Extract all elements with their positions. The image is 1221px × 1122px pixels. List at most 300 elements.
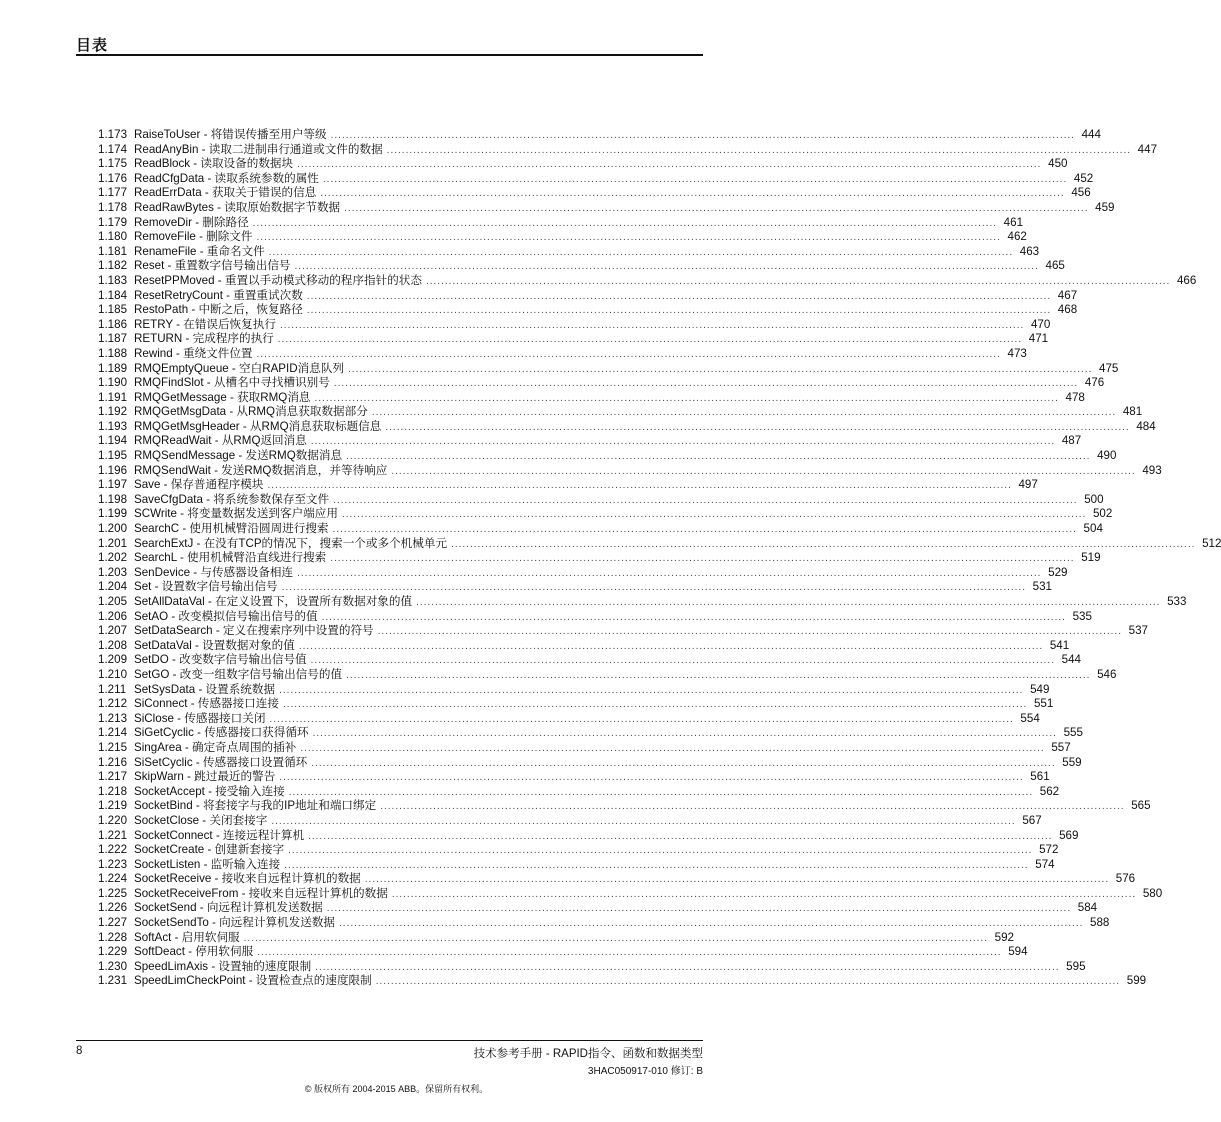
toc-dot-leader [365, 873, 1109, 888]
toc-entry-title[interactable]: Reset - 重置数字信号输出信号 [134, 259, 291, 273]
toc-dot-leader [315, 392, 1059, 407]
toc-entry[interactable] [98, 346, 1027, 362]
toc-entry[interactable] [98, 303, 1078, 318]
toc-dot-leader [271, 815, 1015, 830]
toc-entry-page[interactable]: 592 [994, 930, 1014, 944]
toc-dot-leader [257, 946, 1001, 961]
toc-entry-number: 1.216 [98, 755, 128, 769]
toc-entry-number: 1.225 [98, 886, 128, 900]
toc-dot-leader [295, 260, 1039, 275]
toc-entry-number: 1.215 [98, 740, 128, 754]
toc-entry-number: 1.196 [98, 463, 128, 477]
toc-entry[interactable] [98, 230, 1027, 245]
table-of-contents [98, 128, 1221, 989]
toc-entry[interactable] [98, 332, 1049, 347]
toc-entry-title[interactable]: ResetPPMoved - 重置以手动模式移动的程序指针的状态 [134, 273, 422, 287]
toc-entry-number: 1.204 [98, 580, 128, 594]
toc-entry-page[interactable]: 580 [1142, 886, 1163, 900]
toc-entry-page[interactable]: 497 [1018, 478, 1038, 492]
toc-entry[interactable] [98, 813, 1042, 829]
toc-entry-number: 1.176 [98, 171, 128, 185]
toc-dot-leader [282, 581, 1026, 596]
toc-entry-number: 1.224 [98, 872, 128, 886]
toc-entry[interactable] [98, 288, 1078, 304]
toc-entry-page[interactable]: 599 [1126, 974, 1147, 988]
toc-entry-title[interactable]: RestoPath - 中断之后，恢复路径 [134, 303, 303, 317]
toc-entry-title[interactable]: SetAO - 改变模拟信号输出信号的值 [134, 609, 318, 623]
toc-entry-page[interactable]: 512 [1202, 536, 1221, 550]
toc-entry-number: 1.198 [98, 492, 128, 506]
toc-entry-page[interactable]: 574 [1035, 857, 1055, 871]
toc-entry-title[interactable]: SocketReceive - 接收来自远程计算机的数据 [134, 872, 361, 886]
toc-entry-number: 1.218 [98, 784, 128, 798]
toc-entry-number: 1.203 [98, 565, 128, 579]
toc-entry-number: 1.191 [98, 390, 128, 404]
toc-entry-page[interactable]: 456 [1071, 186, 1091, 200]
toc-entry-page[interactable]: 452 [1073, 171, 1094, 185]
toc-entry-title[interactable]: SoftDeact - 停用软伺服 [134, 945, 254, 959]
toc-entry[interactable] [98, 799, 1151, 814]
toc-dot-leader [339, 917, 1083, 932]
toc-entry-title[interactable]: ResetRetryCount - 重置重试次数 [134, 288, 303, 302]
toc-entry[interactable] [98, 463, 1162, 479]
toc-entry-page[interactable]: 504 [1083, 522, 1103, 536]
toc-entry[interactable] [98, 405, 1143, 420]
toc-entry[interactable] [98, 492, 1104, 508]
toc-entry-page[interactable]: 470 [1030, 317, 1051, 331]
toc-entry-page[interactable]: 473 [1007, 346, 1027, 360]
toc-entry-page[interactable]: 487 [1061, 434, 1082, 448]
toc-entry-title[interactable]: ReadCfgData - 读取系统参数的属性 [134, 171, 319, 185]
toc-entry[interactable] [98, 128, 1101, 143]
toc-dot-leader [279, 771, 1023, 786]
toc-entry-title[interactable]: SetDataVal - 设置数据对象的值 [134, 638, 295, 652]
toc-entry-page[interactable]: 549 [1030, 682, 1050, 696]
toc-entry-title[interactable]: RETRY - 在错误后恢复执行 [134, 317, 276, 331]
toc-entry-title[interactable]: SpeedLimAxis - 设置轴的速度限制 [134, 959, 312, 973]
toc-dot-leader [333, 494, 1077, 509]
toc-dot-leader [311, 435, 1055, 450]
toc-entry-title[interactable]: SocketSendTo - 向远程计算机发送数据 [134, 916, 336, 930]
toc-entry-number: 1.228 [98, 930, 128, 944]
footer-page-number: 8 [76, 1045, 83, 1057]
toc-entry-number: 1.182 [98, 259, 128, 273]
toc-entry[interactable] [98, 872, 1136, 887]
toc-entry[interactable] [98, 507, 1113, 522]
toc-entry-number: 1.177 [98, 186, 128, 200]
toc-dot-leader [346, 450, 1090, 465]
toc-dot-leader [279, 684, 1023, 699]
toc-entry[interactable] [98, 317, 1051, 333]
toc-entry-title[interactable]: Save - 保存普通程序模块 [134, 478, 264, 492]
toc-dot-leader [330, 552, 1074, 567]
toc-entry-page[interactable]: 502 [1092, 507, 1113, 521]
toc-entry-number: 1.229 [98, 945, 128, 959]
toc-entry-title[interactable]: SocketCreate - 创建新套接字 [134, 843, 285, 857]
toc-entry[interactable] [98, 682, 1050, 698]
toc-dot-leader [392, 888, 1136, 903]
toc-entry-number: 1.211 [98, 682, 127, 696]
toc-entry-title[interactable]: RemoveDir - 删除路径 [134, 215, 249, 229]
toc-entry-page[interactable]: 561 [1030, 770, 1050, 784]
toc-entry-number: 1.181 [98, 244, 128, 258]
toc-entry-number: 1.189 [98, 361, 128, 375]
page-title: 目表 [76, 37, 109, 54]
toc-dot-leader [299, 640, 1043, 655]
toc-entry-page[interactable]: 467 [1057, 288, 1078, 302]
toc-entry[interactable] [98, 157, 1068, 172]
toc-entry-title[interactable]: SetGO - 改变一组数字信号输出信号的值 [134, 667, 343, 681]
toc-entry-title[interactable]: SkipWarn - 跳过最近的警告 [134, 770, 276, 784]
toc-entry-number: 1.187 [98, 332, 128, 346]
toc-entry-page[interactable]: 565 [1131, 799, 1151, 813]
toc-dot-leader [267, 479, 1011, 494]
toc-entry[interactable] [98, 901, 1098, 916]
toc-entry-number: 1.201 [98, 536, 128, 550]
toc-entry-page[interactable]: 493 [1142, 463, 1162, 477]
toc-entry[interactable] [98, 200, 1115, 216]
toc-entry-number: 1.200 [98, 522, 128, 536]
toc-dot-leader [385, 421, 1129, 436]
toc-entry[interactable] [98, 653, 1081, 668]
toc-dot-leader [283, 698, 1027, 713]
toc-entry-title[interactable]: SpeedLimCheckPoint - 设置检查点的速度限制 [134, 974, 372, 988]
toc-entry-title[interactable]: SocketClose - 关闭套接字 [134, 813, 268, 827]
toc-dot-leader [315, 961, 1059, 976]
toc-dot-leader [391, 465, 1135, 480]
toc-entry-title[interactable]: SiClose - 传感器接口关闭 [134, 711, 266, 725]
toc-entry-page[interactable]: 468 [1057, 303, 1078, 317]
toc-entry-title[interactable]: SetDataSearch - 定义在搜索序列中设置的符号 [134, 624, 374, 638]
toc-entry-page[interactable]: 555 [1063, 726, 1083, 740]
toc-entry-number: 1.186 [98, 317, 128, 331]
toc-entry-number: 1.175 [98, 157, 128, 171]
toc-entry-number: 1.219 [98, 799, 128, 813]
toc-entry[interactable] [98, 244, 1040, 260]
toc-entry[interactable] [98, 609, 1092, 625]
toc-dot-leader [308, 830, 1052, 845]
toc-dot-leader [311, 757, 1055, 772]
toc-entry-title[interactable]: SetSysData - 设置系统数据 [134, 682, 276, 696]
toc-entry-page[interactable]: 450 [1048, 157, 1068, 171]
toc-entry-number: 1.222 [98, 843, 128, 857]
toc-entry-title[interactable]: RETURN - 完成程序的执行 [134, 332, 274, 346]
toc-entry-number: 1.207 [98, 624, 128, 638]
toc-entry-title[interactable]: RenameFile - 重命名文件 [134, 244, 265, 258]
toc-entry-number: 1.212 [98, 697, 128, 711]
toc-entry-number: 1.174 [98, 142, 128, 156]
toc-dot-leader [257, 231, 1001, 246]
toc-dot-leader [416, 596, 1160, 611]
toc-entry-title[interactable]: RMQSendMessage - 发送RMQ数据消息 [134, 449, 343, 463]
toc-entry-title[interactable]: SocketBind - 将套接字与我的IP地址和端口绑定 [134, 799, 377, 813]
toc-entry-page[interactable]: 572 [1039, 843, 1059, 857]
toc-dot-leader [284, 859, 1028, 874]
toc-entry-title[interactable]: SenDevice - 与传感器设备相连 [134, 565, 294, 579]
toc-entry-number: 1.217 [98, 770, 128, 784]
toc-entry-title[interactable]: SingArea - 确定奇点周围的插补 [134, 740, 297, 754]
toc-entry-page[interactable]: 447 [1137, 142, 1158, 156]
toc-entry[interactable] [98, 551, 1101, 566]
toc-dot-leader [378, 625, 1122, 640]
toc-dot-leader [269, 246, 1013, 261]
toc-entry-number: 1.231 [98, 974, 128, 988]
toc-entry-title[interactable]: ReadAnyBin - 读取二进制串行通道或文件的数据 [134, 142, 383, 156]
toc-entry-title[interactable]: SetAllDataVal - 在定义设置下，设置所有数据对象的值 [134, 595, 413, 608]
toc-entry[interactable] [98, 273, 1197, 289]
toc-entry-page[interactable]: 546 [1097, 667, 1117, 681]
toc-entry[interactable] [98, 478, 1038, 493]
toc-entry-title[interactable]: Set - 设置数字信号输出信号 [134, 580, 278, 594]
toc-entry-number: 1.202 [98, 551, 128, 565]
toc-entry-page[interactable]: 461 [1003, 215, 1024, 229]
toc-entry[interactable] [98, 624, 1148, 639]
toc-dot-leader [311, 654, 1055, 669]
toc-entry[interactable] [98, 843, 1059, 858]
toc-entry-number: 1.223 [98, 857, 128, 871]
toc-entry-page[interactable]: 462 [1007, 230, 1027, 244]
toc-entry-number: 1.197 [98, 478, 128, 492]
toc-entry-page[interactable]: 576 [1115, 872, 1136, 886]
toc-entry[interactable] [98, 930, 1014, 946]
toc-entry[interactable] [98, 580, 1052, 595]
header-divider [76, 54, 703, 56]
toc-entry[interactable] [98, 945, 1028, 960]
toc-dot-leader [348, 363, 1092, 378]
toc-dot-leader [307, 290, 1051, 305]
toc-dot-leader [257, 348, 1001, 363]
toc-entry[interactable] [98, 711, 1040, 727]
toc-entry-number: 1.188 [98, 346, 128, 360]
toc-entry[interactable] [98, 886, 1163, 902]
toc-entry-title[interactable]: SocketSend - 向远程计算机发送数据 [134, 901, 323, 915]
toc-entry-page[interactable]: 475 [1099, 361, 1119, 375]
toc-entry-page[interactable]: 554 [1020, 711, 1040, 725]
toc-entry-title[interactable]: ReadErrData - 获取关于错误的信息 [134, 186, 317, 200]
toc-entry-title[interactable]: SocketConnect - 连接远程计算机 [134, 828, 305, 842]
toc-entry-title[interactable]: RMQGetMsgHeader - 从RMQ消息获取标题信息 [134, 419, 382, 433]
toc-dot-leader [322, 611, 1066, 626]
toc-entry-title[interactable]: RMQGetMessage - 获取RMQ消息 [134, 390, 311, 404]
toc-dot-leader [253, 217, 997, 232]
toc-entry[interactable] [98, 419, 1156, 435]
toc-entry-number: 1.179 [98, 215, 128, 229]
toc-entry[interactable] [98, 638, 1070, 654]
toc-entry-number: 1.221 [98, 828, 128, 842]
toc-dot-leader [323, 173, 1067, 188]
toc-dot-leader [342, 508, 1086, 523]
toc-entry-page[interactable]: 567 [1022, 813, 1042, 827]
toc-entry-number: 1.205 [98, 595, 128, 608]
toc-entry-number: 1.173 [98, 128, 128, 141]
toc-entry[interactable] [98, 755, 1082, 771]
toc-entry-page[interactable]: 500 [1084, 492, 1104, 506]
toc-entry-title[interactable]: RMQGetMsgData - 从RMQ消息获取数据部分 [134, 405, 368, 419]
toc-entry-title[interactable]: SCWrite - 将变量数据发送到客户端应用 [134, 507, 338, 521]
toc-entry-title[interactable]: RMQReadWait - 从RMQ返回消息 [134, 434, 307, 448]
toc-entry-number: 1.206 [98, 609, 128, 623]
toc-dot-leader [289, 786, 1033, 801]
toc-entry-page[interactable]: 463 [1019, 244, 1040, 258]
toc-entry-page[interactable]: 594 [1008, 945, 1028, 959]
toc-dot-leader [451, 538, 1195, 553]
toc-entry-title[interactable]: SocketReceiveFrom - 接收来自远程计算机的数据 [134, 886, 388, 900]
toc-entry-page[interactable]: 595 [1066, 959, 1086, 973]
toc-entry-title[interactable]: SiConnect - 传感器接口连接 [134, 697, 279, 711]
toc-entry[interactable] [98, 259, 1065, 274]
toc-entry[interactable] [98, 828, 1079, 844]
toc-entry[interactable] [98, 565, 1068, 581]
toc-entry-number: 1.227 [98, 916, 128, 930]
toc-dot-leader [372, 406, 1116, 421]
toc-entry-number: 1.193 [98, 419, 128, 433]
toc-dot-leader [278, 333, 1022, 348]
toc-dot-leader [344, 202, 1088, 217]
toc-entry-number: 1.220 [98, 813, 128, 827]
toc-entry[interactable] [98, 784, 1060, 800]
toc-entry-page[interactable]: 541 [1049, 638, 1070, 652]
toc-entry-number: 1.213 [98, 711, 128, 725]
toc-entry-number: 1.195 [98, 449, 128, 463]
toc-entry-title[interactable]: RMQSendWait - 发送RMQ数据消息，并等待响应 [134, 463, 388, 477]
toc-entry-number: 1.226 [98, 901, 128, 915]
toc-entry[interactable] [98, 522, 1103, 537]
toc-entry-title[interactable]: SiGetCyclic - 传感器接口获得循环 [134, 726, 309, 740]
toc-entry-page[interactable]: 459 [1095, 200, 1115, 214]
toc-entry-page[interactable]: 562 [1039, 784, 1060, 798]
toc-entry-page[interactable]: 466 [1176, 273, 1197, 287]
toc-entry[interactable] [98, 857, 1055, 873]
toc-entry-title[interactable]: SoftAct - 启用软伺服 [134, 930, 240, 944]
toc-entry-page[interactable]: 529 [1048, 565, 1068, 579]
toc-entry-title[interactable]: SearchC - 使用机械臂沿圆周进行搜索 [134, 522, 329, 536]
toc-entry[interactable] [98, 595, 1187, 610]
toc-entry-title[interactable]: RaiseToUser - 将错误传播至用户等级 [134, 128, 327, 141]
toc-entry-number: 1.208 [98, 638, 128, 652]
toc-entry-page[interactable]: 531 [1032, 580, 1052, 594]
toc-entry[interactable] [98, 959, 1086, 975]
toc-entry-title[interactable]: SearchL - 使用机械臂沿直线进行搜索 [134, 551, 327, 565]
toc-entry-title[interactable]: RemoveFile - 删除文件 [134, 230, 253, 244]
toc-dot-leader [387, 144, 1131, 159]
toc-entry[interactable] [98, 697, 1054, 712]
toc-entry-page[interactable]: 588 [1090, 916, 1110, 930]
toc-entry-title[interactable]: Rewind - 重绕文件位置 [134, 346, 253, 360]
toc-entry-page[interactable]: 465 [1045, 259, 1065, 273]
toc-entry-title[interactable]: SearchExtJ - 在没有TCP的情况下，搜索一个或多个机械单元 [134, 536, 448, 550]
toc-entry-number: 1.192 [98, 405, 128, 419]
toc-entry-number: 1.210 [98, 667, 128, 681]
toc-dot-leader [331, 129, 1075, 144]
toc-entry-page[interactable]: 478 [1065, 390, 1085, 404]
footer-document-id: 3HAC050917-010 修订: B [587, 1066, 703, 1077]
footer-divider [76, 1040, 703, 1041]
toc-entry-number: 1.230 [98, 959, 128, 973]
toc-entry-page[interactable]: 476 [1084, 376, 1105, 390]
toc-entry[interactable] [98, 376, 1105, 391]
toc-dot-leader [280, 319, 1024, 334]
toc-entry-number: 1.214 [98, 726, 128, 740]
toc-entry-number: 1.184 [98, 288, 128, 302]
toc-dot-leader [288, 844, 1032, 859]
toc-entry[interactable] [98, 770, 1050, 785]
toc-entry-page[interactable]: 569 [1059, 828, 1079, 842]
toc-entry-number: 1.185 [98, 303, 128, 317]
toc-entry-number: 1.194 [98, 434, 128, 448]
toc-entry-page[interactable]: 444 [1081, 128, 1101, 141]
toc-dot-leader [297, 158, 1041, 173]
toc-entry[interactable] [98, 536, 1221, 552]
toc-dot-leader [327, 902, 1071, 917]
toc-entry[interactable] [98, 974, 1147, 989]
toc-entry-page[interactable]: 471 [1028, 332, 1049, 346]
toc-entry-title[interactable]: RMQFindSlot - 从槽名中寻找槽识别号 [134, 376, 330, 390]
toc-dot-leader [334, 377, 1078, 392]
toc-entry-title[interactable]: SocketListen - 监听输入连接 [134, 857, 281, 871]
toc-entry-page[interactable]: 551 [1033, 697, 1054, 711]
toc-entry[interactable] [98, 215, 1024, 231]
toc-entry-page[interactable]: 537 [1128, 624, 1148, 638]
toc-dot-leader [426, 275, 1170, 290]
toc-entry-page[interactable]: 484 [1136, 419, 1156, 433]
toc-entry[interactable] [98, 449, 1117, 464]
toc-entry-page[interactable]: 557 [1051, 740, 1071, 754]
toc-entry-number: 1.180 [98, 230, 128, 244]
toc-entry-title[interactable]: ReadBlock - 读取设备的数据块 [134, 157, 294, 171]
toc-entry-number: 1.209 [98, 653, 128, 667]
toc-entry-page[interactable]: 519 [1081, 551, 1101, 565]
toc-entry-number: 1.183 [98, 273, 128, 287]
toc-entry[interactable] [98, 142, 1158, 158]
toc-dot-leader [313, 727, 1057, 742]
toc-entry-page[interactable]: 544 [1061, 653, 1081, 667]
toc-entry[interactable] [98, 390, 1085, 406]
toc-entry[interactable] [98, 434, 1082, 449]
toc-entry[interactable] [98, 740, 1071, 756]
toc-entry-title[interactable]: ReadRawBytes - 读取原始数据字节数据 [134, 200, 341, 214]
toc-dot-leader [307, 304, 1051, 319]
toc-entry-title[interactable]: SetDO - 改变数字信号输出信号值 [134, 653, 307, 667]
toc-entry-number: 1.190 [98, 376, 128, 390]
toc-entry-page[interactable]: 533 [1167, 595, 1187, 608]
toc-entry-title[interactable]: RMQEmptyQueue - 空白RAPID消息队列 [134, 361, 345, 375]
toc-entry-title[interactable]: SaveCfgData - 将系统参数保存至文件 [134, 492, 330, 506]
toc-entry-title[interactable]: SocketAccept - 接受输入连接 [134, 784, 285, 798]
toc-dot-leader [380, 800, 1124, 815]
toc-entry-page[interactable]: 535 [1072, 609, 1092, 623]
toc-entry-page[interactable]: 490 [1097, 449, 1117, 463]
footer-document-title: 技术参考手册 - RAPID指令、函数和数据类型 [473, 1048, 703, 1060]
toc-dot-leader [244, 932, 988, 947]
toc-entry[interactable] [98, 186, 1091, 201]
toc-entry[interactable] [98, 361, 1119, 377]
toc-dot-leader [297, 567, 1041, 582]
toc-entry-title[interactable]: SiSetCyclic - 传感器接口设置循环 [134, 755, 308, 769]
toc-entry-page[interactable]: 481 [1122, 405, 1143, 419]
toc-entry-number: 1.178 [98, 200, 128, 214]
toc-entry[interactable] [98, 726, 1083, 741]
toc-entry[interactable] [98, 171, 1094, 187]
toc-dot-leader [300, 742, 1044, 757]
toc-dot-leader [269, 713, 1013, 728]
toc-entry-page[interactable]: 559 [1062, 755, 1082, 769]
toc-dot-leader [376, 975, 1120, 990]
toc-dot-leader [333, 523, 1077, 538]
toc-entry[interactable] [98, 667, 1117, 683]
footer-copyright: © 版权所有 2004-2015 ABB。保留所有权利。 [304, 1084, 489, 1094]
toc-entry[interactable] [98, 916, 1110, 931]
toc-entry-page[interactable]: 584 [1077, 901, 1098, 915]
